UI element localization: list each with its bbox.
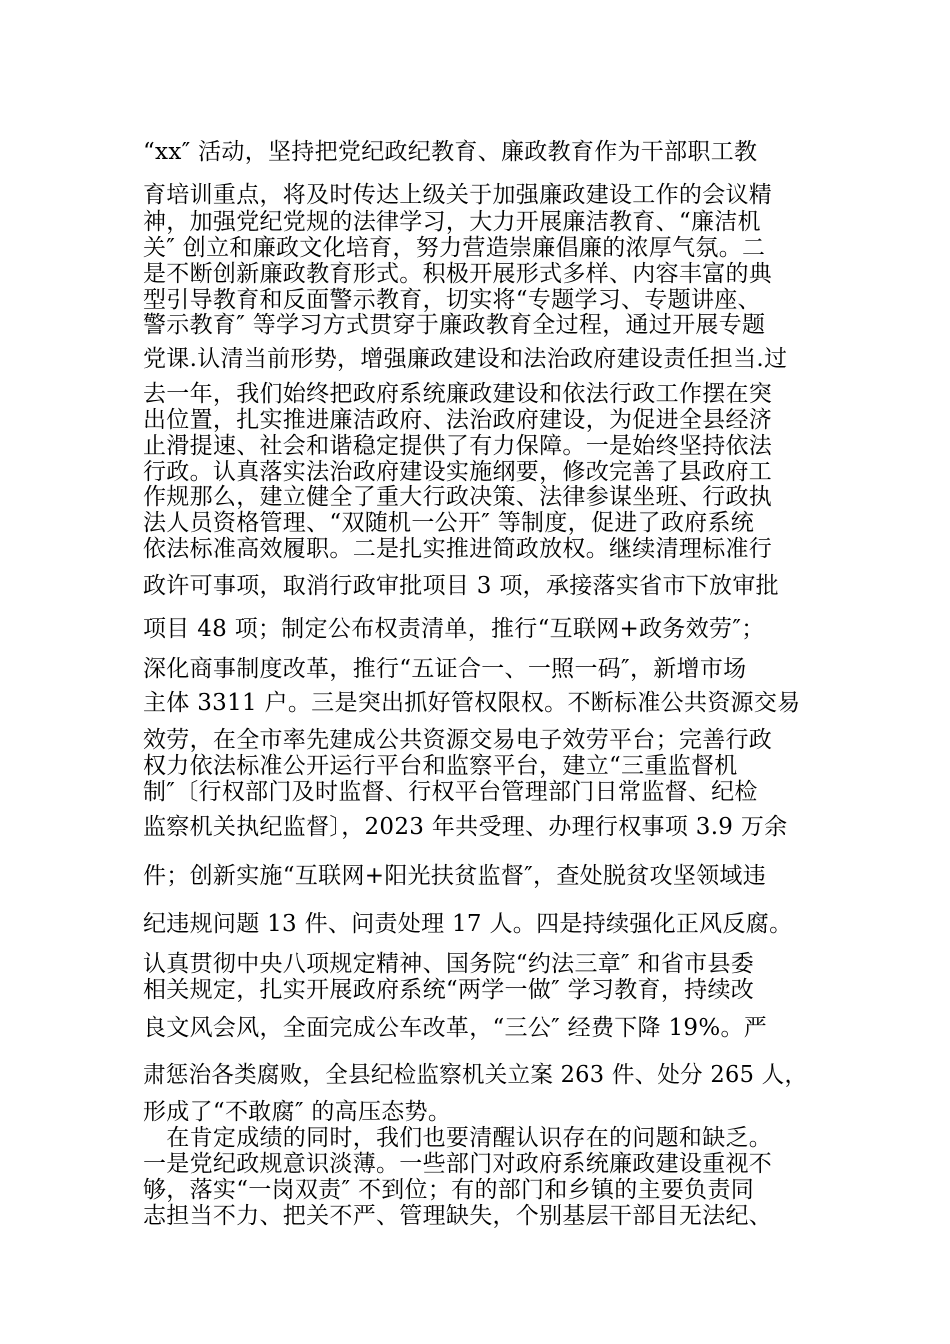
text-line: 法人员资格管理、“双随机一公开″ 等制度，促进了政府系统 xyxy=(143,510,755,536)
text-line: 项目 48 项；制定公布权责清单，推行“互联网+政务效劳″； xyxy=(143,616,765,642)
text-line: 止滑提速、社会和谐稳定提供了有力保障。一是始终坚持依法 xyxy=(143,433,773,459)
text-line: 权力依法标准公开运行平台和监察平台，建立“三重监督机 xyxy=(143,753,738,779)
text-line: 监察机关执纪监督〕，2023 年共受理、办理行权事项 3.9 万余 xyxy=(143,814,788,840)
text-line: 关″ 创立和廉政文化培育，努力营造崇廉倡廉的浓厚气氛。二 xyxy=(143,235,766,261)
text-line: 件；创新实施“互联网+阳光扶贫监督″，查处脱贫攻坚领域违 xyxy=(143,863,767,889)
text-line: 形成了“不敢腐″ 的高压态势。 xyxy=(143,1099,452,1125)
text-line: 一是党纪政规意识淡薄。一些部门对政府系统廉政建设重视不 xyxy=(143,1151,773,1177)
text-line: 型引导教育和反面警示教育，切实将“专题学习、专题讲座、 xyxy=(143,287,761,313)
text-line: 育培训重点，将及时传达上级关于加强廉政建设工作的会议精 xyxy=(143,182,773,208)
text-line: 肃惩治各类腐败，全县纪检监察机关立案 263 件、处分 265 人， xyxy=(143,1062,808,1088)
text-line: 主体 3311 户。三是突出抓好管权限权。不断标准公共资源交易 xyxy=(143,690,801,716)
text-line: 依法标准高效履职。二是扎实推进简政放权。继续清理标准行 xyxy=(143,536,773,562)
text-line: 深化商事制度改革，推行“五证合一、一照一码″，新增市场 xyxy=(143,656,747,682)
text-line: 纪违规问题 13 件、问责处理 17 人。四是持续强化正风反腐。 xyxy=(143,911,793,937)
text-line: 党课.认清当前形势，增强廉政建设和法治政府建设责任担当.过 xyxy=(143,346,788,372)
text-line: 在肯定成绩的同时，我们也要清醒认识存在的问题和缺乏。 xyxy=(143,1125,773,1151)
text-line: 是不断创新廉政教育形式。积极开展形式多样、内容丰富的典 xyxy=(143,261,773,287)
text-line: 警示教育″ 等学习方式贯穿于廉政教育全过程，通过开展专题 xyxy=(143,312,766,338)
text-line: 效劳，在全市率先建成公共资源交易电子效劳平台；完善行政 xyxy=(143,727,773,753)
text-line: 行政。认真落实法治政府建设实施纲要，修改完善了县政府工 xyxy=(143,459,773,485)
text-line: 去一年，我们始终把政府系统廉政建设和依法行政工作摆在突 xyxy=(143,381,773,407)
text-line: 出位置，扎实推进廉洁政府、法治政府建设，为促进全县经济 xyxy=(143,407,773,433)
text-line: 神，加强党纪党规的法律学习，大力开展廉洁教育、“廉洁机 xyxy=(143,209,761,235)
text-line: 相关规定，扎实开展政府系统“两学一做″ 学习教育，持续改 xyxy=(143,977,755,1003)
text-line: 够，落实“一岗双责″ 不到位；有的部门和乡镇的主要负责同 xyxy=(143,1177,755,1203)
text-line: 作规那么，建立健全了重大行政决策、法律参谋坐班、行政执 xyxy=(143,484,773,510)
text-line: “xx″ 活动，坚持把党纪政纪教育、廉政教育作为干部职工教 xyxy=(143,139,758,165)
text-line: 政许可事项，取消行政审批项目 3 项，承接落实省市下放审批 xyxy=(143,573,779,599)
text-line: 志担当不力、把关不严、管理缺失，个别基层干部目无法纪、 xyxy=(143,1203,773,1229)
text-line: 认真贯彻中央八项规定精神、国务院“约法三章″ 和省市县委 xyxy=(143,951,755,977)
text-line: 制″〔行权部门及时监督、行权平台管理部门日常监督、纪检 xyxy=(143,779,758,805)
text-line: 良文风会风，全面完成公车改革，“三公″ 经费下降 19%。严 xyxy=(143,1015,768,1041)
